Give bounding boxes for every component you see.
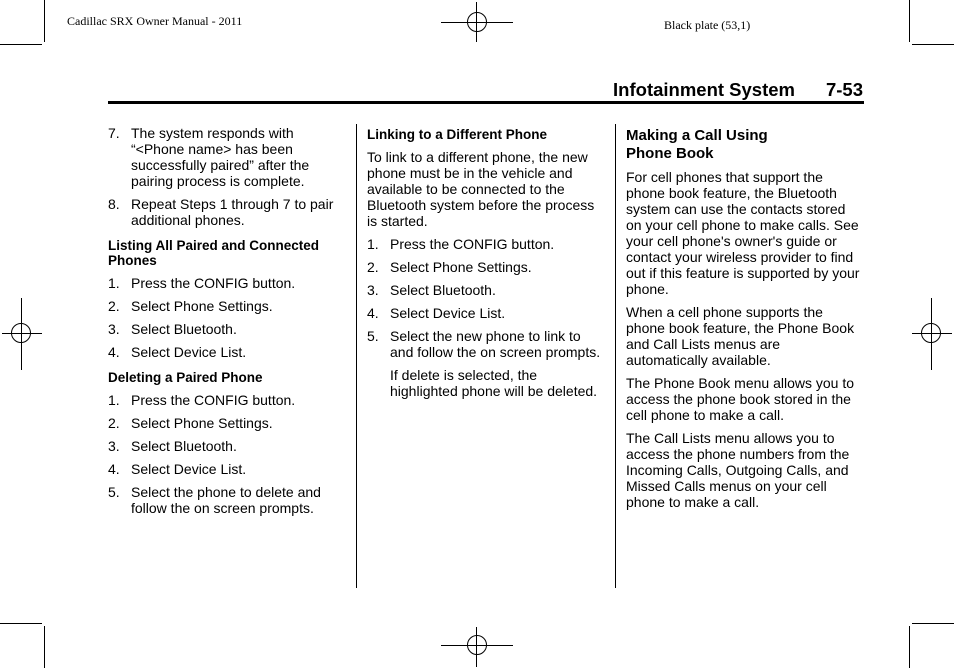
section-heading [626, 127, 864, 163]
step-text: Select Device List. [390, 305, 506, 321]
step-number: 4. [367, 305, 379, 321]
step-text: Select Device List. [131, 461, 247, 477]
subheading-deleting: Deleting a Paired Phone [108, 370, 263, 385]
registration-circle [467, 12, 487, 32]
step-text: Press the CONFIG button. [131, 392, 296, 408]
registration-circle [11, 323, 31, 343]
crop-mark [912, 623, 954, 624]
list-item [367, 236, 605, 252]
step-text: Select Bluetooth. [390, 282, 496, 298]
step-text: Select Phone Settings. [390, 259, 532, 275]
list-item [108, 415, 346, 431]
page-number: 7-53 [825, 79, 863, 100]
step-number: 3. [108, 321, 120, 337]
step-text: Select the new phone to link to and follow the on screen prompts. [390, 328, 601, 360]
body-paragraph: The Call Lists menu allows you to access the phone numbers from the Incoming Calls, Outgoing Calls, and Missed Calls menus on your cell phone to make a call. [626, 430, 850, 510]
crop-mark [44, 0, 45, 42]
section-heading-line: Making a Call Using [626, 127, 768, 144]
step-text: Select Phone Settings. [131, 415, 273, 431]
subheading-linking: Linking to a Different Phone [367, 127, 548, 142]
registration-circle [921, 323, 941, 343]
step-number: 3. [367, 282, 379, 298]
step-text: Select the phone to delete and follow the on screen prompts. [131, 484, 321, 516]
header-rule [108, 101, 864, 104]
crop-mark [909, 0, 910, 42]
manual-title: Cadillac SRX Owner Manual - 2011 [67, 14, 243, 28]
registration-circle [467, 635, 487, 655]
list-item [108, 298, 346, 314]
plate-label: Black plate (53,1) [664, 18, 751, 32]
subheading-listing: Listing All Paired and Connected Phones [108, 238, 320, 268]
column-1 [108, 125, 346, 523]
column-divider [615, 124, 616, 588]
step-text: The system responds with “<Phone name> has been successfully paired” after the pairing process is complete. [131, 125, 310, 189]
list-item [367, 259, 605, 275]
step-number: 2. [108, 415, 120, 431]
crop-mark [912, 44, 954, 45]
list-item [108, 344, 346, 360]
step-number: 4. [108, 344, 120, 360]
list-item [367, 328, 605, 360]
crop-mark [909, 626, 910, 668]
step-number: 5. [367, 328, 379, 344]
step-text: Select Device List. [131, 344, 247, 360]
step-number: 3. [108, 438, 120, 454]
list-item [108, 321, 346, 337]
list-item [108, 484, 346, 516]
crop-mark [0, 623, 42, 624]
step-text: Select Phone Settings. [131, 298, 273, 314]
section-heading-line: Phone Book [626, 145, 714, 162]
step-text: Press the CONFIG button. [131, 275, 296, 291]
list-item [108, 461, 346, 477]
list-item [367, 305, 605, 321]
step-number: 2. [367, 259, 379, 275]
step-number: 4. [108, 461, 120, 477]
step-text: Repeat Steps 1 through 7 to pair additional phones. [131, 196, 334, 228]
step-number: 1. [108, 275, 120, 291]
list-item [367, 282, 605, 298]
step-number: 1. [367, 236, 379, 252]
delete-note: If delete is selected, the highlighted phone will be deleted. [390, 367, 598, 399]
step-number: 2. [108, 298, 120, 314]
list-item [108, 438, 346, 454]
step-text: Press the CONFIG button. [390, 236, 555, 252]
column-divider [356, 124, 357, 588]
list-item [108, 392, 346, 408]
step-text: Select Bluetooth. [131, 321, 237, 337]
list-item [108, 125, 346, 189]
body-paragraph: The Phone Book menu allows you to access the phone book stored in the cell phone to make a call. [626, 375, 855, 423]
step-number: 5. [108, 484, 120, 500]
step-text: Select Bluetooth. [131, 438, 237, 454]
section-title: Infotainment System [613, 79, 795, 100]
step-number: 8. [108, 196, 120, 212]
list-item [108, 196, 346, 228]
intro-paragraph: To link to a different phone, the new phone must be in the vehicle and available to be connected to the Bluetooth system before the process is started. [367, 149, 595, 229]
step-number: 7. [108, 125, 120, 141]
crop-mark [44, 626, 45, 668]
body-paragraph: For cell phones that support the phone book feature, the Bluetooth system can use the contacts stored on your cell phone to make calls. See your cell phone's owner's guide or contact your wireless provider to find out if this feature is supported by your phone. [626, 169, 860, 297]
list-item [108, 275, 346, 291]
column-2 [367, 125, 605, 406]
crop-mark [0, 44, 42, 45]
column-3 [626, 125, 864, 517]
step-number: 1. [108, 392, 120, 408]
body-paragraph: When a cell phone supports the phone book feature, the Phone Book and Call Lists menus are automatically available. [626, 304, 855, 368]
